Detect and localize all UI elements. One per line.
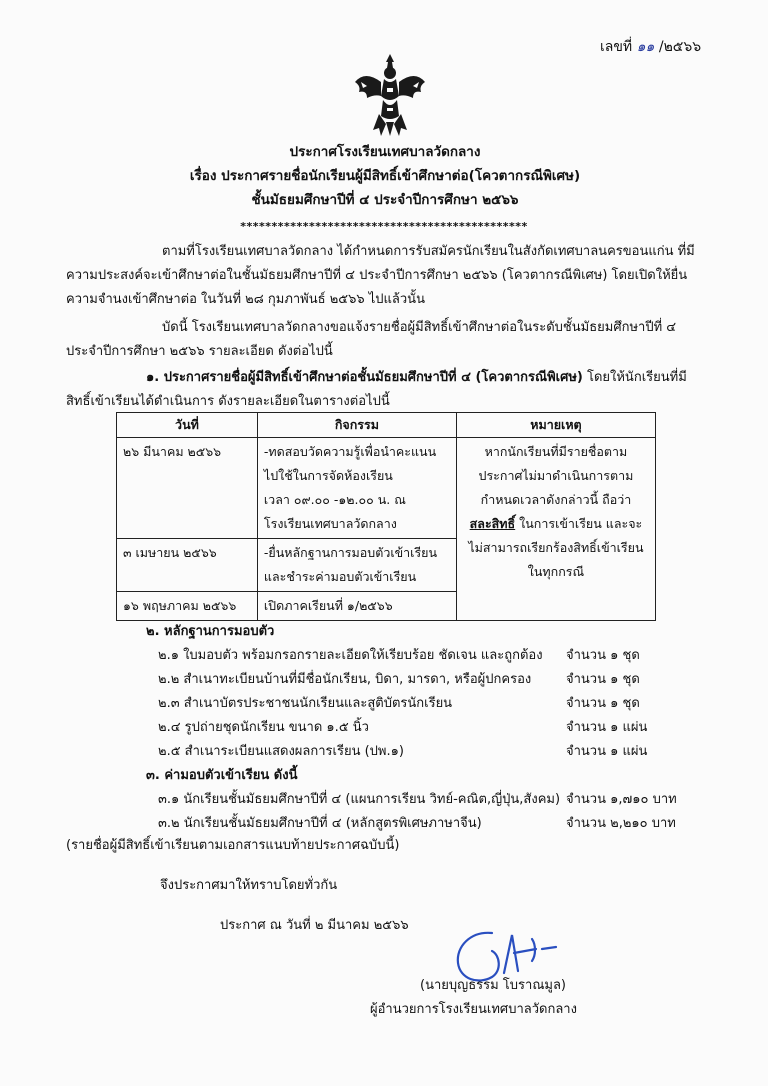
activity-line: เวลา ๐๙.๐๐ -๑๒.๐๐ น. ณ [263, 492, 406, 507]
remark-line [463, 512, 649, 536]
header-level: ชั้นมัธยมศึกษาปีที่ ๔ ประจำปีการศึกษา ๒๕๖๖ [251, 192, 519, 208]
section-1-title-rest: โดยให้นักเรียนที่มีสิทธิ์เข้าเรียนได้ดำเนินการ ดังรายละเอียดในตารางต่อไปนี้ [66, 370, 687, 409]
remark-line-rest: ในการเข้าเรียน และจะ [515, 516, 643, 531]
table-header-row [117, 413, 656, 438]
table-cell-activity [257, 438, 456, 539]
activity-line: และชำระค่ามอบตัวเข้าเรียน [263, 569, 417, 584]
table-header-activity: กิจกรรม [257, 413, 456, 438]
intro-p1-text: ตามที่โรงเรียนเทศบาลวัดกลาง ได้กำหนดการรับสมัครนักเรียนในสังกัดเทศบาลนครขอนแก่น ที่มีความประสงค์จะเข้าศึกษาต่อในชั้นมัธยมศึกษาปีที่ ๔ ประจำปีการศึกษา ๒๕๖๖ (โควตากรณีพิเศษ) โดยเปิดให้ยื่นความจำนงเข้าศึกษาต่อ ในวันที่ ๒๘ กุมภาพันธ์ ๒๕๖๖ ไปแล้วนั้น [66, 244, 695, 307]
list-item: ๒.๑ ใบมอบตัว พร้อมกรอกรายละเอียดให้เรียบร้อย ชัดเจน และถูกต้อง [158, 648, 543, 663]
announcement-date: ประกาศ ณ วันที่ ๒ มีนาคม ๒๕๖๖ [220, 918, 409, 933]
intro-p2-text: บัดนี้ โรงเรียนเทศบาลวัดกลางขอแจ้งรายชื่อผู้มีสิทธิ์เข้าศึกษาต่อในระดับชั้นมัธยมศึกษาปีที่ ๔ ประจำปีการศึกษา ๒๕๖๖ รายละเอียด ดังต่อไปนี้ [66, 320, 677, 359]
activity-line: -ทดสอบวัดความรู้เพื่อนำคะแนน [263, 444, 437, 459]
list-item-qty: จำนวน ๑,๗๑๐ บาท [566, 792, 677, 807]
schedule-table [116, 412, 656, 621]
activity-line: -ยื่นหลักฐานการมอบตัวเข้าเรียน [263, 545, 438, 560]
intro-paragraph-1 [66, 240, 706, 312]
table-cell-activity [257, 539, 456, 592]
section-2-title: ๒. หลักฐานการมอบตัว [146, 624, 275, 639]
list-item-qty: จำนวน ๑ แผ่น [566, 744, 648, 759]
table-cell-remark [456, 438, 655, 621]
table-cell-date: ๑๖ พฤษภาคม ๒๕๖๖ [117, 592, 258, 621]
table-header-remark: หมายเหตุ [456, 413, 655, 438]
table-row [117, 438, 656, 539]
section-3-title: ๓. ค่ามอบตัวเข้าเรียน ดังนี้ [146, 768, 298, 783]
list-item-qty: จำนวน ๑ ชุด [566, 648, 640, 663]
header-line-1: ประกาศโรงเรียนเทศบาลวัดกลาง [289, 144, 481, 160]
list-item-qty: จำนวน ๑ แผ่น [566, 720, 648, 735]
remark-line: กำหนดเวลาดังกล่าวนี้ ถือว่า [480, 492, 632, 507]
list-item-qty: จำนวน ๑ ชุด [566, 696, 640, 711]
list-item: ๒.๒ สำเนาทะเบียนบ้านที่มีชื่อนักเรียน, บิดา, มารดา, หรือผู้ปกครอง [158, 672, 532, 687]
activity-line: ไปใช้ในการจัดห้องเรียน [263, 468, 393, 483]
intro-paragraph-2 [66, 316, 706, 364]
doc-number-prefix: เลขที่ [600, 39, 633, 55]
forfeit-emphasis: สละสิทธิ์ [469, 516, 516, 531]
doc-number-value: ๑๑ [636, 39, 655, 55]
list-item-qty: จำนวน ๑ ชุด [566, 672, 640, 687]
header-separator: ********************************************** [240, 220, 528, 233]
remark-line: ประกาศไม่มาดำเนินการตาม [478, 468, 634, 483]
attachment-note: (รายชื่อผู้มีสิทธิ์เข้าเรียนตามเอกสารแนบท้ายประกาศฉบับนี้) [66, 838, 400, 853]
remark-line: ในทุกกรณี [527, 564, 585, 579]
list-item: ๓.๒ นักเรียนชั้นมัธยมศึกษาปีที่ ๔ (หลักสูตรพิเศษภาษาจีน) [158, 816, 482, 831]
signatory-name: (นายบุญธรรม โบราณมูล) [420, 978, 566, 993]
list-item-qty: จำนวน ๒,๒๑๐ บาท [566, 816, 676, 831]
list-item: ๒.๔ รูปถ่ายชุดนักเรียน ขนาด ๑.๕ นิ้ว [158, 720, 369, 735]
activity-line: โรงเรียนเทศบาลวัดกลาง [263, 516, 397, 531]
document-number [600, 36, 701, 58]
table-cell-date: ๒๖ มีนาคม ๒๕๖๖ [117, 438, 258, 539]
signatory-position: ผู้อำนวยการโรงเรียนเทศบาลวัดกลาง [370, 1002, 577, 1017]
section-1 [66, 366, 706, 414]
list-item: ๒.๓ สำเนาบัตรประชาชนนักเรียนและสูติบัตรนักเรียน [158, 696, 453, 711]
list-item: ๓.๑ นักเรียนชั้นมัธยมศึกษาปีที่ ๔ (แผนการเรียน วิทย์-คณิต,ญี่ปุ่น,สังคม) [158, 792, 561, 807]
section-1-title: ๑. ประกาศรายชื่อผู้มีสิทธิ์เข้าศึกษาต่อชั้นมัธยมศึกษาปีที่ ๔ (โควตากรณีพิเศษ) [146, 370, 583, 385]
closing-announcement: จึงประกาศมาให้ทราบโดยทั่วกัน [160, 878, 338, 893]
table-cell-date: ๓ เมษายน ๒๕๖๖ [117, 539, 258, 592]
remark-line: ไม่สามารถเรียกร้องสิทธิ์เข้าเรียน [468, 540, 644, 555]
list-item: ๒.๕ สำเนาระเบียนแสดงผลการเรียน (ปพ.๑) [158, 744, 404, 759]
doc-number-year: /๒๕๖๖ [658, 39, 702, 55]
remark-line: หากนักเรียนที่มีรายชื่อตาม [484, 444, 628, 459]
table-header-date: วันที่ [117, 413, 258, 438]
header-subject: เรื่อง ประกาศรายชื่อนักเรียนผู้มีสิทธิ์เข้าศึกษาต่อ(โควตากรณีพิเศษ) [189, 168, 581, 184]
garuda-emblem-icon [353, 52, 427, 138]
table-cell-activity: เปิดภาคเรียนที่ ๑/๒๕๖๖ [257, 592, 456, 621]
